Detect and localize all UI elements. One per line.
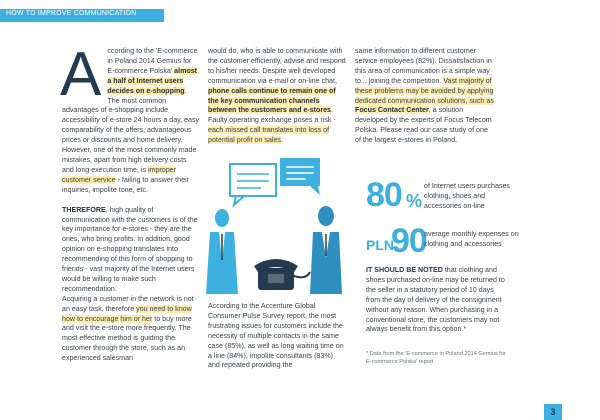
stat-value: 80 (366, 176, 402, 214)
paragraph-focus: same information to different customer service employees (82%). Dissatisfaction in this area of communication is a simple way to... joining the competition. Vast majority of these problems may be avoided by applying dedicated communication solutions, such as Focus Contact Center, a solution developed by the experts of Focus Telecom Polska. Please read our case study of one of the largest e-stores in Poland. (355, 47, 494, 145)
stat-unit: % (406, 191, 423, 211)
paragraph-accenture: According to the Accenture Global Consumer Pulse Survey report, the most frustrating issues for customers include the necessity of multiple contacts in the same case (85%), as well as long waiting time on a line (84%), impolite consultants (83%) and repeated providing the (208, 302, 344, 370)
highlight-focus-contact-center: Focus Contact Center (355, 106, 429, 115)
page-number: 3 (544, 404, 562, 420)
lead-therefore: THEREFORE (62, 205, 106, 214)
note-returns: IT SHOULD BE NOTED that clothing and shoes purchased on-line may be returned to the seller in a statutory period of 10 days from the day of delivery of the consignment without any reason. When purchasing in a conventional store, the customers may not always benefit from this option.* (366, 266, 505, 334)
speech-bubble-icon (280, 158, 320, 195)
person-right-icon (310, 206, 342, 294)
stat-description: of Internet users purchases clothing, shoes and accessories on-line (424, 182, 510, 210)
highlight-phone-calls: phone calls continue to remain one of the key communication channels between the customers and e-stores (208, 86, 336, 115)
section-header-title: HOW TO IMPROVE COMMUNICATION (6, 10, 137, 17)
speech-bubble-icon (230, 164, 276, 205)
stat-80-percent (366, 177, 516, 217)
article-column-1 (60, 40, 200, 364)
stat-currency: PLN (366, 237, 394, 253)
stat-value: 90 (391, 222, 427, 260)
section-header-bar (0, 9, 164, 22)
stat-description: average monthly expenses on clothing and accessories (424, 230, 519, 248)
paragraph-acquiring: Acquiring a customer in the network is not an easy task, therefore you need to know how to encourage him or her to buy more and visit the e-store more frequently. The most effective method is guiding the customer through the store, such as an experienced salesman (62, 294, 194, 363)
person-left-icon (206, 209, 238, 294)
highlight-half-users: almost a half of Internet users decides on e-shopping (107, 66, 198, 95)
paragraph-therefore: THEREFORE, high quality of communication with the customers is of the key importance for e-stores - they are the ones, who bring profits. In addition, good opinion on e-shopping translates into recommending of this form of shopping to friends - vast majority of the Internet users would be willing to make such recommendation. (62, 205, 198, 293)
highlight-improper-service: improper customer service (62, 165, 176, 184)
article-column-2-top (208, 47, 346, 146)
highlight-vast-majority: Vast majority of these problems may be avoided by applying dedicated communication solutions, such as (355, 76, 494, 105)
stat-pln-90 (366, 222, 519, 263)
article-column-3 (355, 47, 495, 146)
highlight-missed-call: each missed call translates into loss of potential profit on sales (208, 126, 330, 145)
dropcap-letter: A (60, 40, 102, 109)
footnote: * Data from the 'E-commerce in Poland 2014 Gemius for E-commerce Polska' report (366, 351, 506, 365)
paragraph-phone-calls: would do, who is able to communicate with the customer efficiently, advise and respond to his/her needs. Despite well developed communication via e-mail or on-line chat, phone calls continue to remain one of the key communication channels between the customers and e-stores. Faulty operating exchange poses a risk - each missed call translates into loss of potential profit on sales. (208, 47, 346, 145)
highlight-encourage: you need to know how to encourage him or her (62, 304, 192, 323)
article-column-2-bottom (208, 302, 346, 371)
telephone-icon (254, 259, 310, 290)
note-lead: IT SHOULD BE NOTED (366, 266, 443, 274)
communication-illustration (196, 152, 356, 302)
paragraph-intro: According to the 'E-commerce in Poland 2014 Gemius for E-commerce Polska' almost a half of Internet users decides on e-shopping. The most common advantages of e-shopping include accessibility of e-store 24 hours a day, easy comparability of the offers, advantageous prices or discounts and home delivery. However, one of the most commonly made mistakes, apart from high delivery costs and long execution time, is improper customer service - failing to answer their inquiries, impolite tone, etc. (60, 40, 200, 194)
